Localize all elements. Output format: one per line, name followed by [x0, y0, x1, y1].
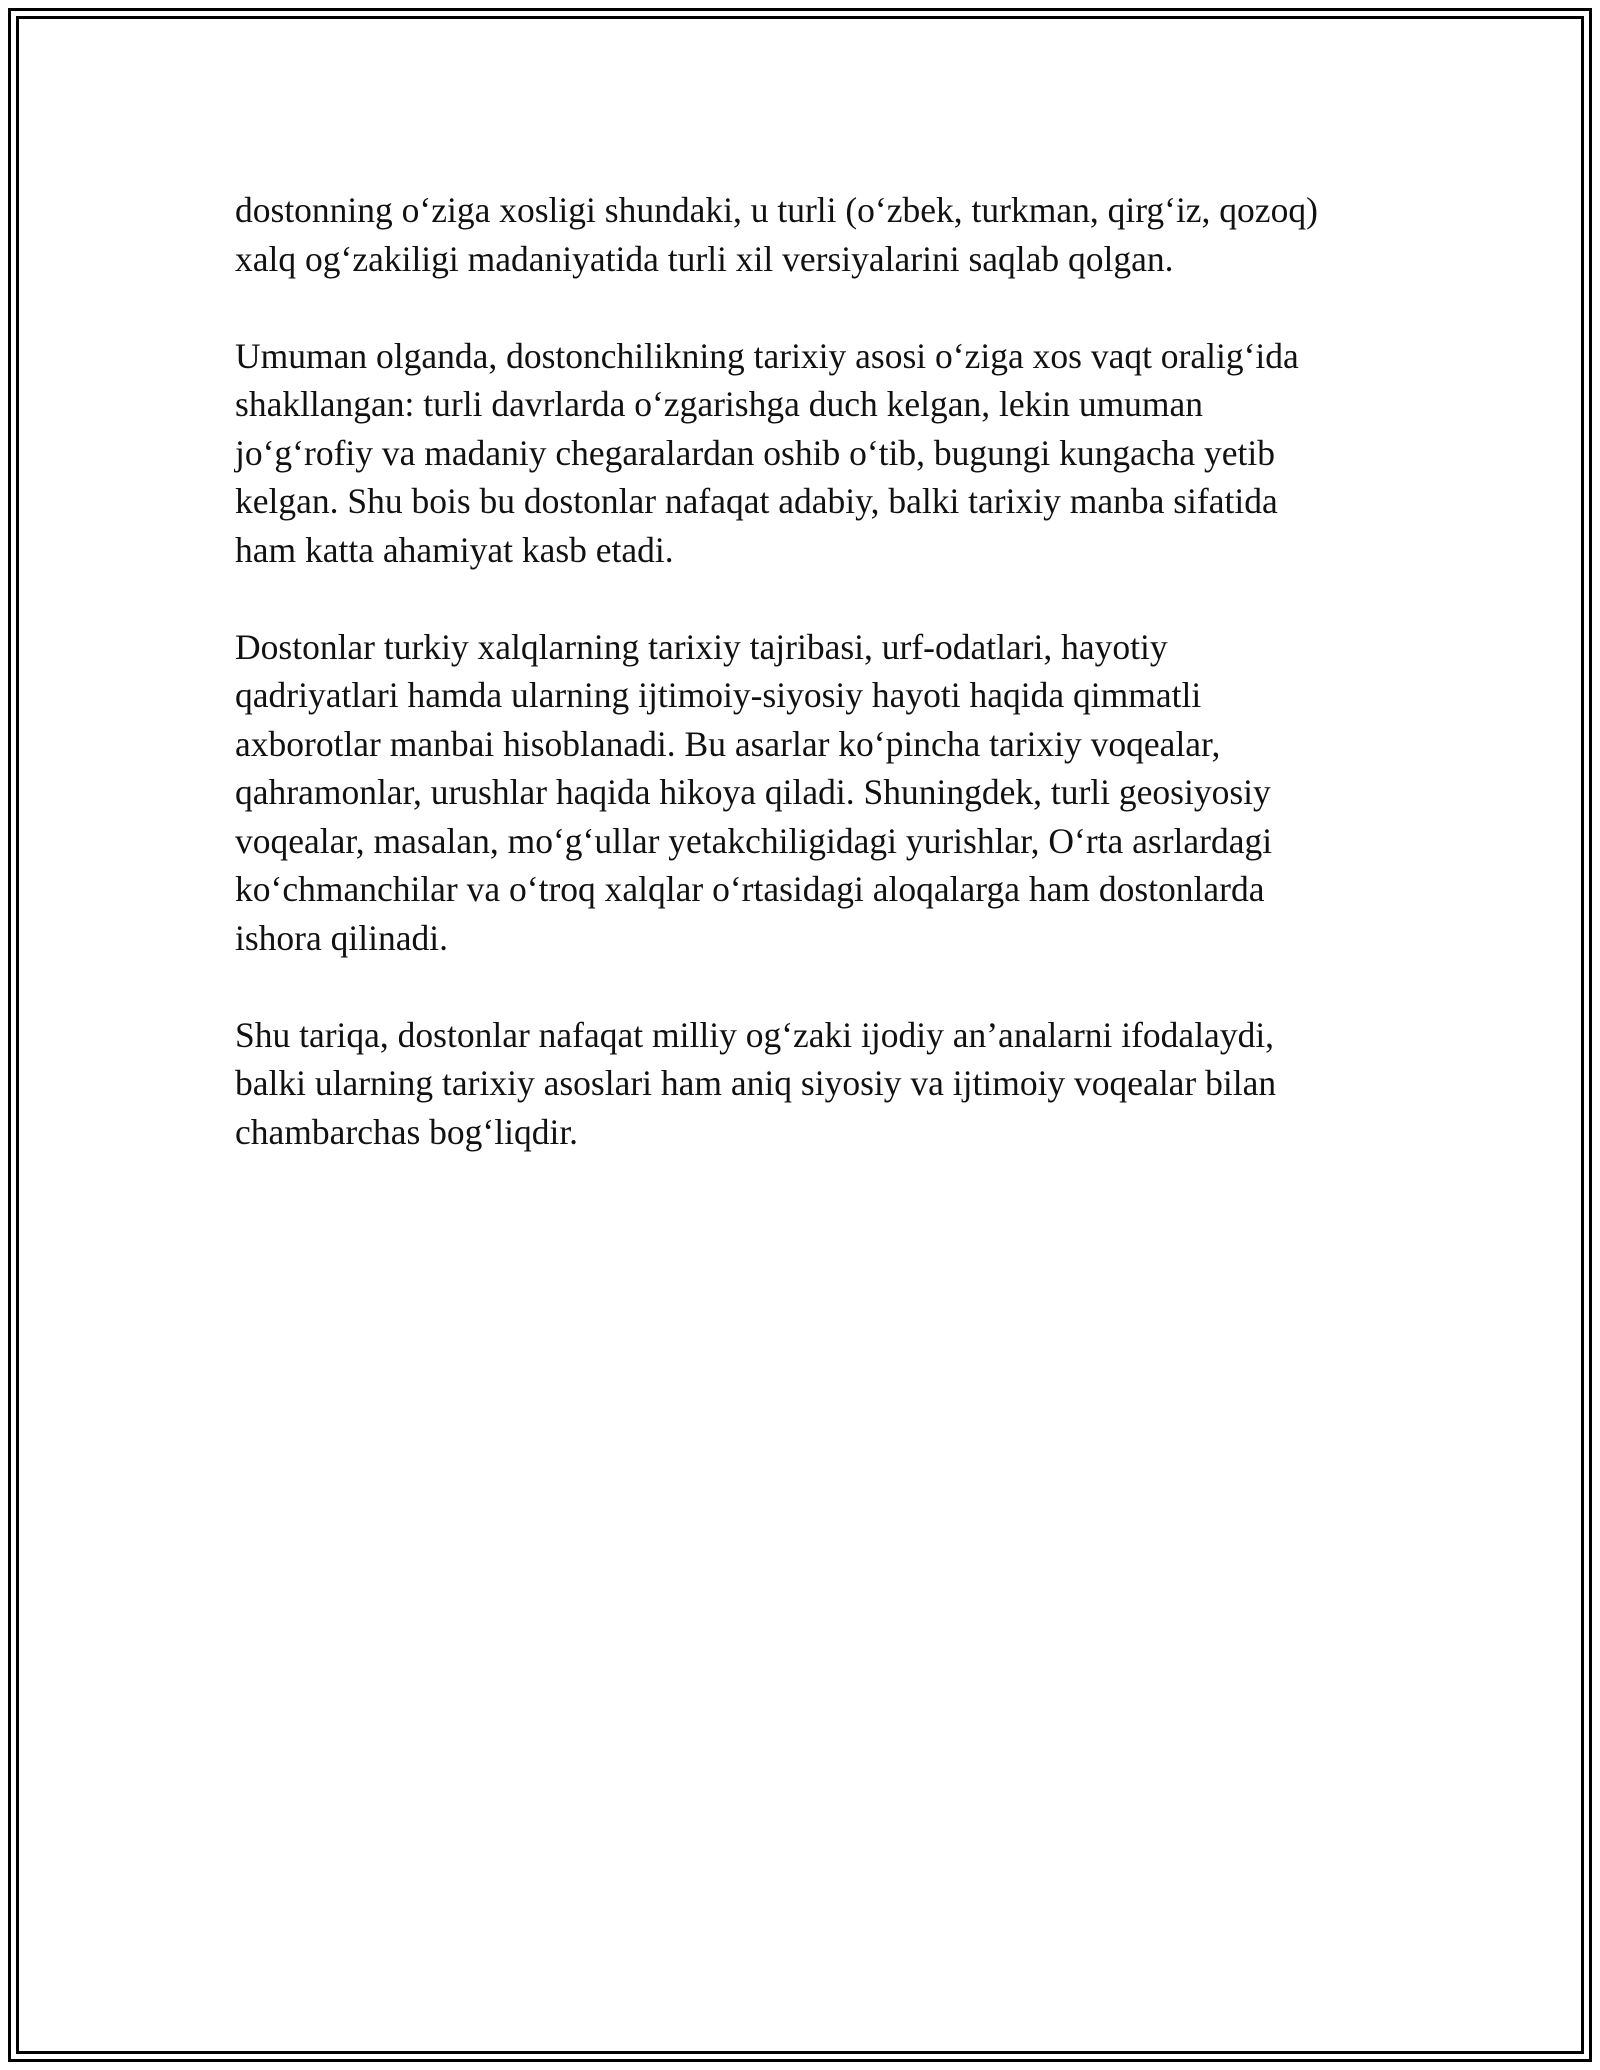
paragraph-2: [235, 332, 1385, 575]
text-line: dostonning o‘ziga xosligi shundaki, u turli (o‘zbek, turkman, qirg‘iz, qozoq): [235, 190, 1318, 230]
text-line: balki ularning tarixiy asoslari ham aniq siyosiy va ijtimoiy voqealar bilan: [235, 1063, 1277, 1103]
text-line: xalq og‘zakiligi madaniyatida turli xil versiyalarini saqlab qolgan.: [235, 238, 1174, 279]
text-line: kelgan. Shu bois bu dostonlar nafaqat adabiy, balki tarixiy manba sifatida: [235, 481, 1278, 521]
text-line: ishora qilinadi.: [235, 917, 448, 958]
text-line: qahramonlar, urushlar haqida hikoya qiladi. Shuningdek, turli geosiyosiy: [235, 772, 1271, 812]
paragraph-1: [235, 186, 1385, 283]
text-line: ko‘chmanchilar va o‘troq xalqlar o‘rtasidagi aloqalarga ham dostonlarda: [235, 869, 1265, 909]
text-line: Umuman olganda, dostonchilikning tarixiy asosi o‘ziga xos vaqt oralig‘ida: [235, 335, 1299, 376]
text-line: qadriyatlari hamda ularning ijtimoiy-siyosiy hayoti haqida qimmatli: [235, 675, 1202, 715]
text-line: jo‘g‘rofiy va madaniy chegaralardan oshib o‘tib, bugungi kungacha yetib: [235, 432, 1276, 473]
paragraph-3: [235, 623, 1385, 963]
text-line: chambarchas bog‘liqdir.: [235, 1111, 579, 1152]
text-line: shakllangan: turli davrlarda o‘zgarishga duch kelgan, lekin umuman: [235, 384, 1204, 424]
document-body: [235, 186, 1385, 1205]
text-line: Dostonlar turkiy xalqlarning tarixiy tajribasi, urf-odatlari, hayotiy: [235, 626, 1168, 667]
paragraph-4: [235, 1011, 1385, 1157]
text-line: ham katta ahamiyat kasb etadi.: [235, 529, 674, 570]
text-line: Shu tariqa, dostonlar nafaqat milliy og‘zaki ijodiy an’analarni ifodalaydi,: [235, 1014, 1275, 1055]
text-line: voqealar, masalan, mo‘g‘ullar yetakchiligidagi yurishlar, O‘rta asrlardagi: [235, 820, 1273, 861]
text-line: axborotlar manbai hisoblanadi. Bu asarlar ko‘pincha tarixiy voqealar,: [235, 723, 1221, 764]
